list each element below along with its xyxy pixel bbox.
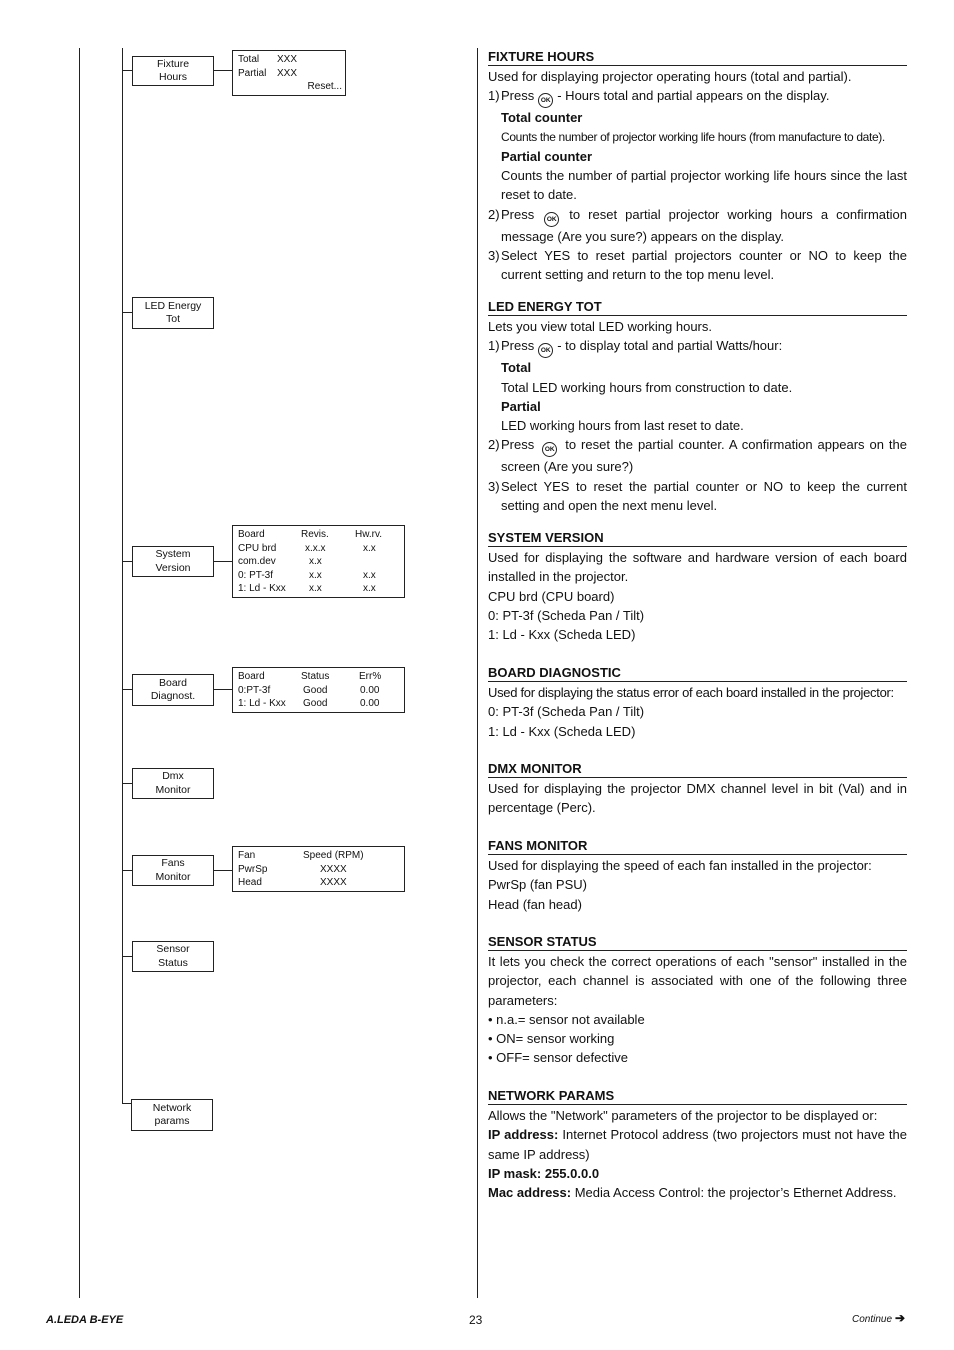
step-text: Press (501, 437, 535, 453)
menu-label: Tot (165, 313, 180, 325)
menu-label: Sensor (156, 943, 190, 955)
subheading: Partial counter (501, 148, 593, 164)
ok-button-icon: OK (538, 93, 553, 108)
menu-label: LED Energy (144, 299, 202, 312)
section-line: 1: Ld - Kxx (Scheda LED) (488, 627, 636, 643)
menu-label: Hours (158, 71, 187, 83)
menu-label: System (155, 548, 191, 560)
branch-line (122, 561, 132, 562)
menu-label: Fixture (156, 57, 190, 70)
bullet-item: • ON= sensor working (488, 1031, 615, 1047)
subtext: Total LED working hours from construction to date. (501, 379, 793, 395)
param-text: Media Access Control: the projector’s Ethernet Address. (574, 1185, 897, 1201)
section-line: Head (fan head) (488, 896, 582, 912)
display-fans-monitor (232, 846, 405, 892)
step-text: Press (501, 88, 535, 104)
section-title: FIXTURE HOURS (488, 48, 907, 66)
section-text: Used for displaying the status error of each board installed in the projector: (488, 685, 894, 700)
display-cell: x.x (309, 556, 322, 567)
section-dmx-monitor (488, 760, 907, 818)
section-title: SYSTEM VERSION (488, 529, 907, 547)
step-1 (488, 86, 907, 108)
menu-network-params (131, 1099, 213, 1131)
subheading: Total counter (501, 110, 583, 126)
display-header: Speed (RPM) (303, 850, 364, 861)
connector-line (213, 870, 233, 871)
step-number: 3) (488, 248, 500, 264)
step-number: 2) (488, 437, 500, 453)
display-cell: Partial (238, 67, 267, 79)
step-2 (488, 205, 907, 246)
subtext: Counts the number of partial projector working life hours since the last reset to date. (501, 168, 907, 203)
display-cell: x.x.x (305, 542, 326, 554)
section-fixture-hours (488, 48, 907, 285)
section-line: CPU brd (CPU board) (488, 588, 615, 604)
ok-button-icon: OK (542, 442, 557, 457)
section-title: SENSOR STATUS (488, 933, 907, 951)
section-text: Used for displaying the projector DMX channel level in bit (Val) and in percentage (Perc). (488, 781, 907, 816)
branch-line (122, 689, 132, 690)
menu-label: Fans (161, 857, 185, 869)
page-divider-center (477, 48, 478, 1298)
menu-fans-monitor (132, 855, 214, 886)
menu-label: params (154, 1115, 190, 1127)
display-cell: 0:PT-3f (238, 684, 271, 696)
section-text: Used for displaying the speed of each fan installed in the projector: (488, 858, 872, 873)
menu-fixture-hours (132, 56, 214, 86)
step-text: Press (501, 338, 535, 354)
bullet-item: • n.a.= sensor not available (488, 1011, 645, 1027)
step-text: Select YES to reset the partial counter or NO to keep the current setting and open the next menu level. (501, 478, 907, 514)
display-reset: Reset... (307, 81, 342, 92)
menu-tree-trunk (122, 48, 123, 1103)
display-cell: 0: PT-3f (238, 569, 274, 581)
param-label: IP mask: 255.0.0.0 (488, 1165, 600, 1181)
section-line: 1: Ld - Kxx (Scheda LED) (488, 723, 636, 739)
display-cell: Total (238, 54, 260, 65)
section-line: 0: PT-3f (Scheda Pan / Tilt) (488, 704, 645, 720)
display-header: Hw.rv. (355, 529, 383, 540)
section-intro: Lets you view total LED working hours. (488, 319, 712, 334)
section-intro: Used for displaying projector operating hours (total and partial). (488, 69, 852, 84)
section-line: 0: PT-3f (Scheda Pan / Tilt) (488, 607, 645, 623)
bullet-item: • OFF= sensor defective (488, 1050, 629, 1066)
display-cell: 1: Ld - Kxx (238, 698, 286, 709)
branch-line (122, 783, 132, 784)
param-label: IP address: (488, 1127, 559, 1143)
branch-line (122, 870, 132, 871)
step-number: 2) (488, 206, 500, 222)
branch-line (122, 1103, 131, 1104)
display-cell: Head (238, 877, 262, 888)
display-header: Revis. (301, 529, 329, 540)
menu-system-version (132, 546, 214, 577)
section-text: Used for displaying the software and hardware version of each board installed in the projector. (488, 550, 907, 585)
section-sensor-status (488, 933, 907, 1068)
menu-board-diagnost (132, 674, 214, 706)
display-header: Fan (238, 850, 256, 861)
step-3 (488, 477, 907, 516)
branch-line (122, 956, 132, 957)
section-network-params (488, 1087, 907, 1202)
subtext: Counts the number of projector working life hours (from manufacture to date). (501, 129, 885, 144)
display-cell: 0.00 (360, 684, 380, 696)
continue-label: Continue (852, 1314, 893, 1325)
display-cell: XXXX (320, 863, 347, 875)
step-text: to reset the partial counter. A confirmation appears on the screen (Are you sure?) (501, 437, 907, 475)
display-cell: com.dev (238, 556, 276, 567)
ok-button-icon: OK (538, 343, 553, 358)
page-divider-left (79, 48, 80, 1298)
section-text: It lets you check the correct operations of each "sensor" installed in the projector, each channel is associated with one of the following three parameters: (488, 954, 907, 1008)
step-3 (488, 246, 907, 285)
menu-label: Diagnost. (150, 690, 196, 702)
display-fixture-hours (232, 50, 346, 96)
connector-line (213, 561, 233, 562)
menu-sensor-status (132, 941, 214, 972)
display-cell: CPU brd (238, 542, 277, 554)
display-cell: XXX (277, 67, 298, 79)
section-board-diagnostic (488, 664, 907, 741)
display-cell: 0.00 (360, 698, 380, 709)
display-cell: x.x (309, 569, 322, 581)
menu-label: Monitor (155, 870, 191, 883)
section-title: FANS MONITOR (488, 837, 907, 855)
display-header: Board (238, 529, 265, 540)
step-number: 1) (488, 88, 500, 104)
menu-label: Dmx (162, 770, 184, 782)
display-cell: x.x (309, 583, 322, 594)
section-line: PwrSp (fan PSU) (488, 877, 587, 893)
display-cell: x.x (363, 542, 376, 554)
menu-label: Monitor (155, 783, 191, 796)
menu-led-energy-tot (132, 297, 214, 329)
section-title: DMX MONITOR (488, 760, 907, 778)
subheading: Total (501, 360, 532, 376)
display-cell: Good (303, 684, 328, 696)
arrow-right-icon: ➔ (895, 1311, 906, 1325)
ok-button-icon: OK (544, 212, 559, 227)
display-cell: PwrSp (238, 863, 268, 875)
menu-label: Board (158, 676, 188, 689)
display-cell: XXX (277, 54, 298, 65)
step-text: - to display total and partial Watts/hour: (557, 338, 783, 354)
menu-label: Network (152, 1101, 192, 1114)
display-cell: 1: Ld - Kxx (238, 583, 286, 594)
connector-line (213, 689, 233, 690)
display-header: Board (238, 671, 265, 682)
display-cell: x.x (363, 569, 376, 581)
section-title: LED ENERGY TOT (488, 298, 907, 316)
subheading: Partial (501, 398, 541, 414)
connector-line (213, 70, 233, 71)
display-cell: x.x (363, 583, 376, 594)
page-number: 23 (469, 1313, 483, 1327)
section-text: Allows the "Network" parameters of the projector to be displayed or: (488, 1108, 878, 1123)
section-title: BOARD DIAGNOSTIC (488, 664, 907, 682)
step-text: to reset partial projector working hours a confirmation message (Are you sure?) appears on the display. (501, 206, 907, 244)
section-system-version (488, 529, 907, 644)
section-led-energy (488, 298, 907, 515)
step-number: 3) (488, 478, 500, 494)
display-cell: XXXX (320, 877, 347, 888)
section-fans-monitor (488, 837, 907, 914)
step-number: 1) (488, 338, 500, 354)
display-header: Err% (359, 671, 382, 682)
footer-continue (852, 1311, 905, 1325)
subtext: LED working hours from last reset to date. (501, 418, 744, 434)
step-1 (488, 336, 907, 358)
section-title: NETWORK PARAMS (488, 1087, 907, 1105)
step-2 (488, 435, 907, 476)
display-system-version (232, 525, 405, 598)
step-text: Select YES to reset partial projectors counter or NO to keep the current setting and return to the top menu level. (501, 248, 907, 283)
param-label: Mac address: (488, 1185, 572, 1201)
param-text: Internet Protocol address (two projectors must not have the same IP address) (488, 1127, 907, 1162)
branch-line (122, 312, 132, 313)
menu-dmx-monitor (132, 768, 214, 799)
branch-line (122, 70, 132, 71)
display-board-diagnostic (232, 667, 405, 713)
display-header: Status (301, 671, 330, 682)
menu-label: Status (158, 956, 188, 969)
menu-label: Version (155, 561, 191, 574)
display-cell: Good (303, 698, 328, 709)
footer-product-name: A.LEDA B-EYE (46, 1314, 124, 1326)
step-text: Press (501, 206, 535, 222)
step-text: - Hours total and partial appears on the display. (557, 88, 830, 104)
